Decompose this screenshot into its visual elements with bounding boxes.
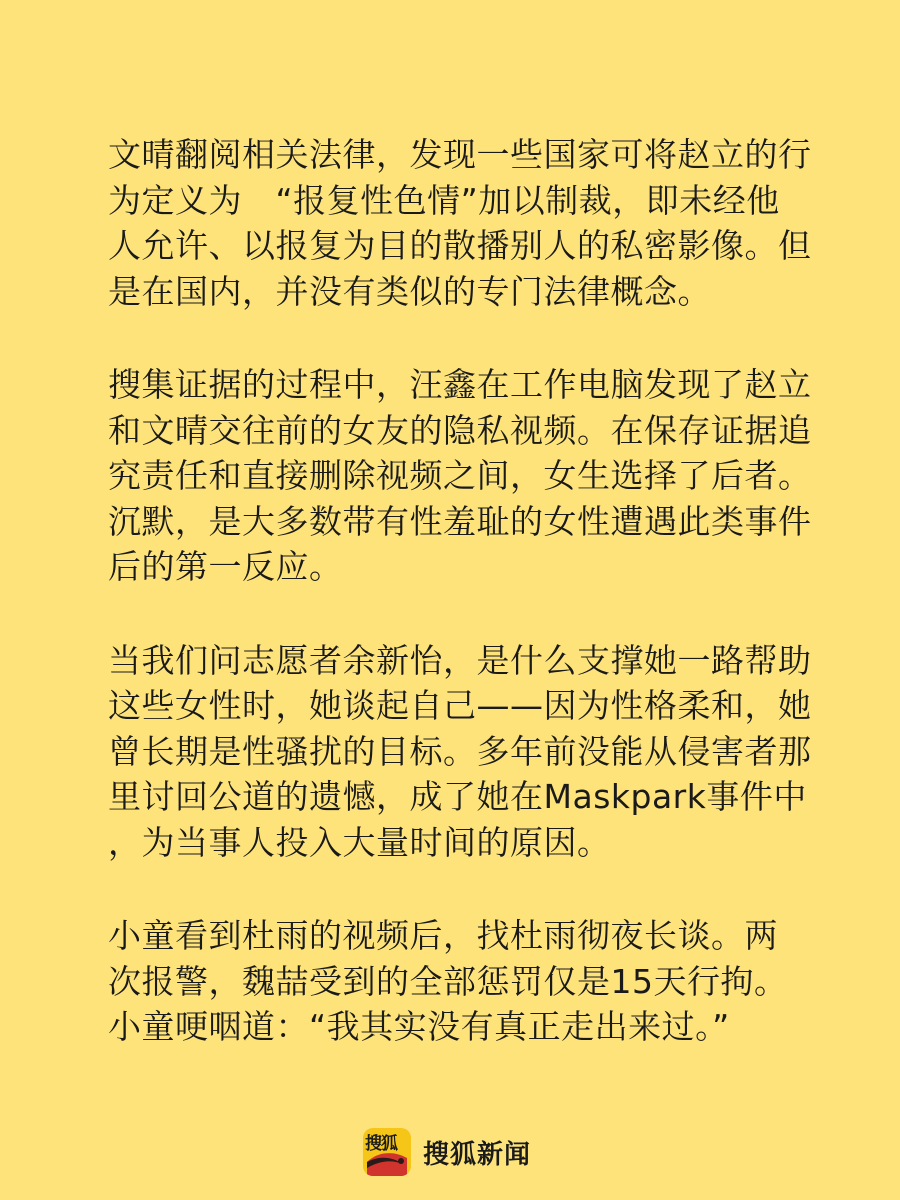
text-line: 后的第一反应。: [108, 547, 343, 586]
text-line: ，为当事人投入大量时间的原因。: [108, 822, 611, 862]
paragraph-4: [108, 913, 808, 1050]
text-line: 小童看到杜雨的视频后，找杜雨彻夜长谈。两: [108, 916, 778, 955]
paragraph-3: [108, 638, 812, 866]
text-line: 是在国内，并没有类似的专门法律概念。: [108, 271, 711, 311]
sohu-news-logo-icon: [363, 1128, 411, 1176]
text-line: 小童哽咽道：“我其实没有真正走出来过。”: [108, 1007, 730, 1046]
text-line: 为定义为 “报复性色情”加以制裁，即未经他: [108, 180, 780, 220]
logo-text: 搜狐: [365, 1134, 397, 1154]
text-line: 人允许、以报复为目的散播别人的私密影像。但: [108, 226, 812, 265]
text-line: 文晴翻阅相关法律，发现一些国家可将赵立的行: [108, 135, 812, 174]
text-line: 里讨回公道的遗憾，成了她在Maskpark事件中: [108, 777, 807, 816]
text-line: 曾长期是性骚扰的目标。多年前没能从侵害者那: [108, 731, 812, 771]
text-line: 次报警，魏喆受到的全部惩罚仅是15天行拘。: [108, 961, 788, 1001]
text-line: 搜集证据的过程中，汪鑫在工作电脑发现了赵立: [108, 365, 812, 404]
text-line: 和文晴交往前的女友的隐私视频。在保存证据追: [108, 410, 812, 450]
text-line: 当我们问志愿者余新怡，是什么支撑她一路帮助: [108, 640, 812, 680]
sohu-news-brand: [363, 1128, 531, 1176]
brand-name: 搜狐新闻: [423, 1139, 532, 1170]
text-line: 究责任和直接删除视频之间，女生选择了后者。: [108, 456, 812, 495]
text-line: 沉默，是大多数带有性羞耻的女性遭遇此类事件: [108, 501, 812, 541]
paragraph-1: [108, 132, 812, 314]
text-line: 这些女性时，她谈起自己——因为性格柔和，她: [108, 686, 812, 725]
paragraph-2: [108, 362, 812, 590]
article-body: [108, 132, 812, 1098]
